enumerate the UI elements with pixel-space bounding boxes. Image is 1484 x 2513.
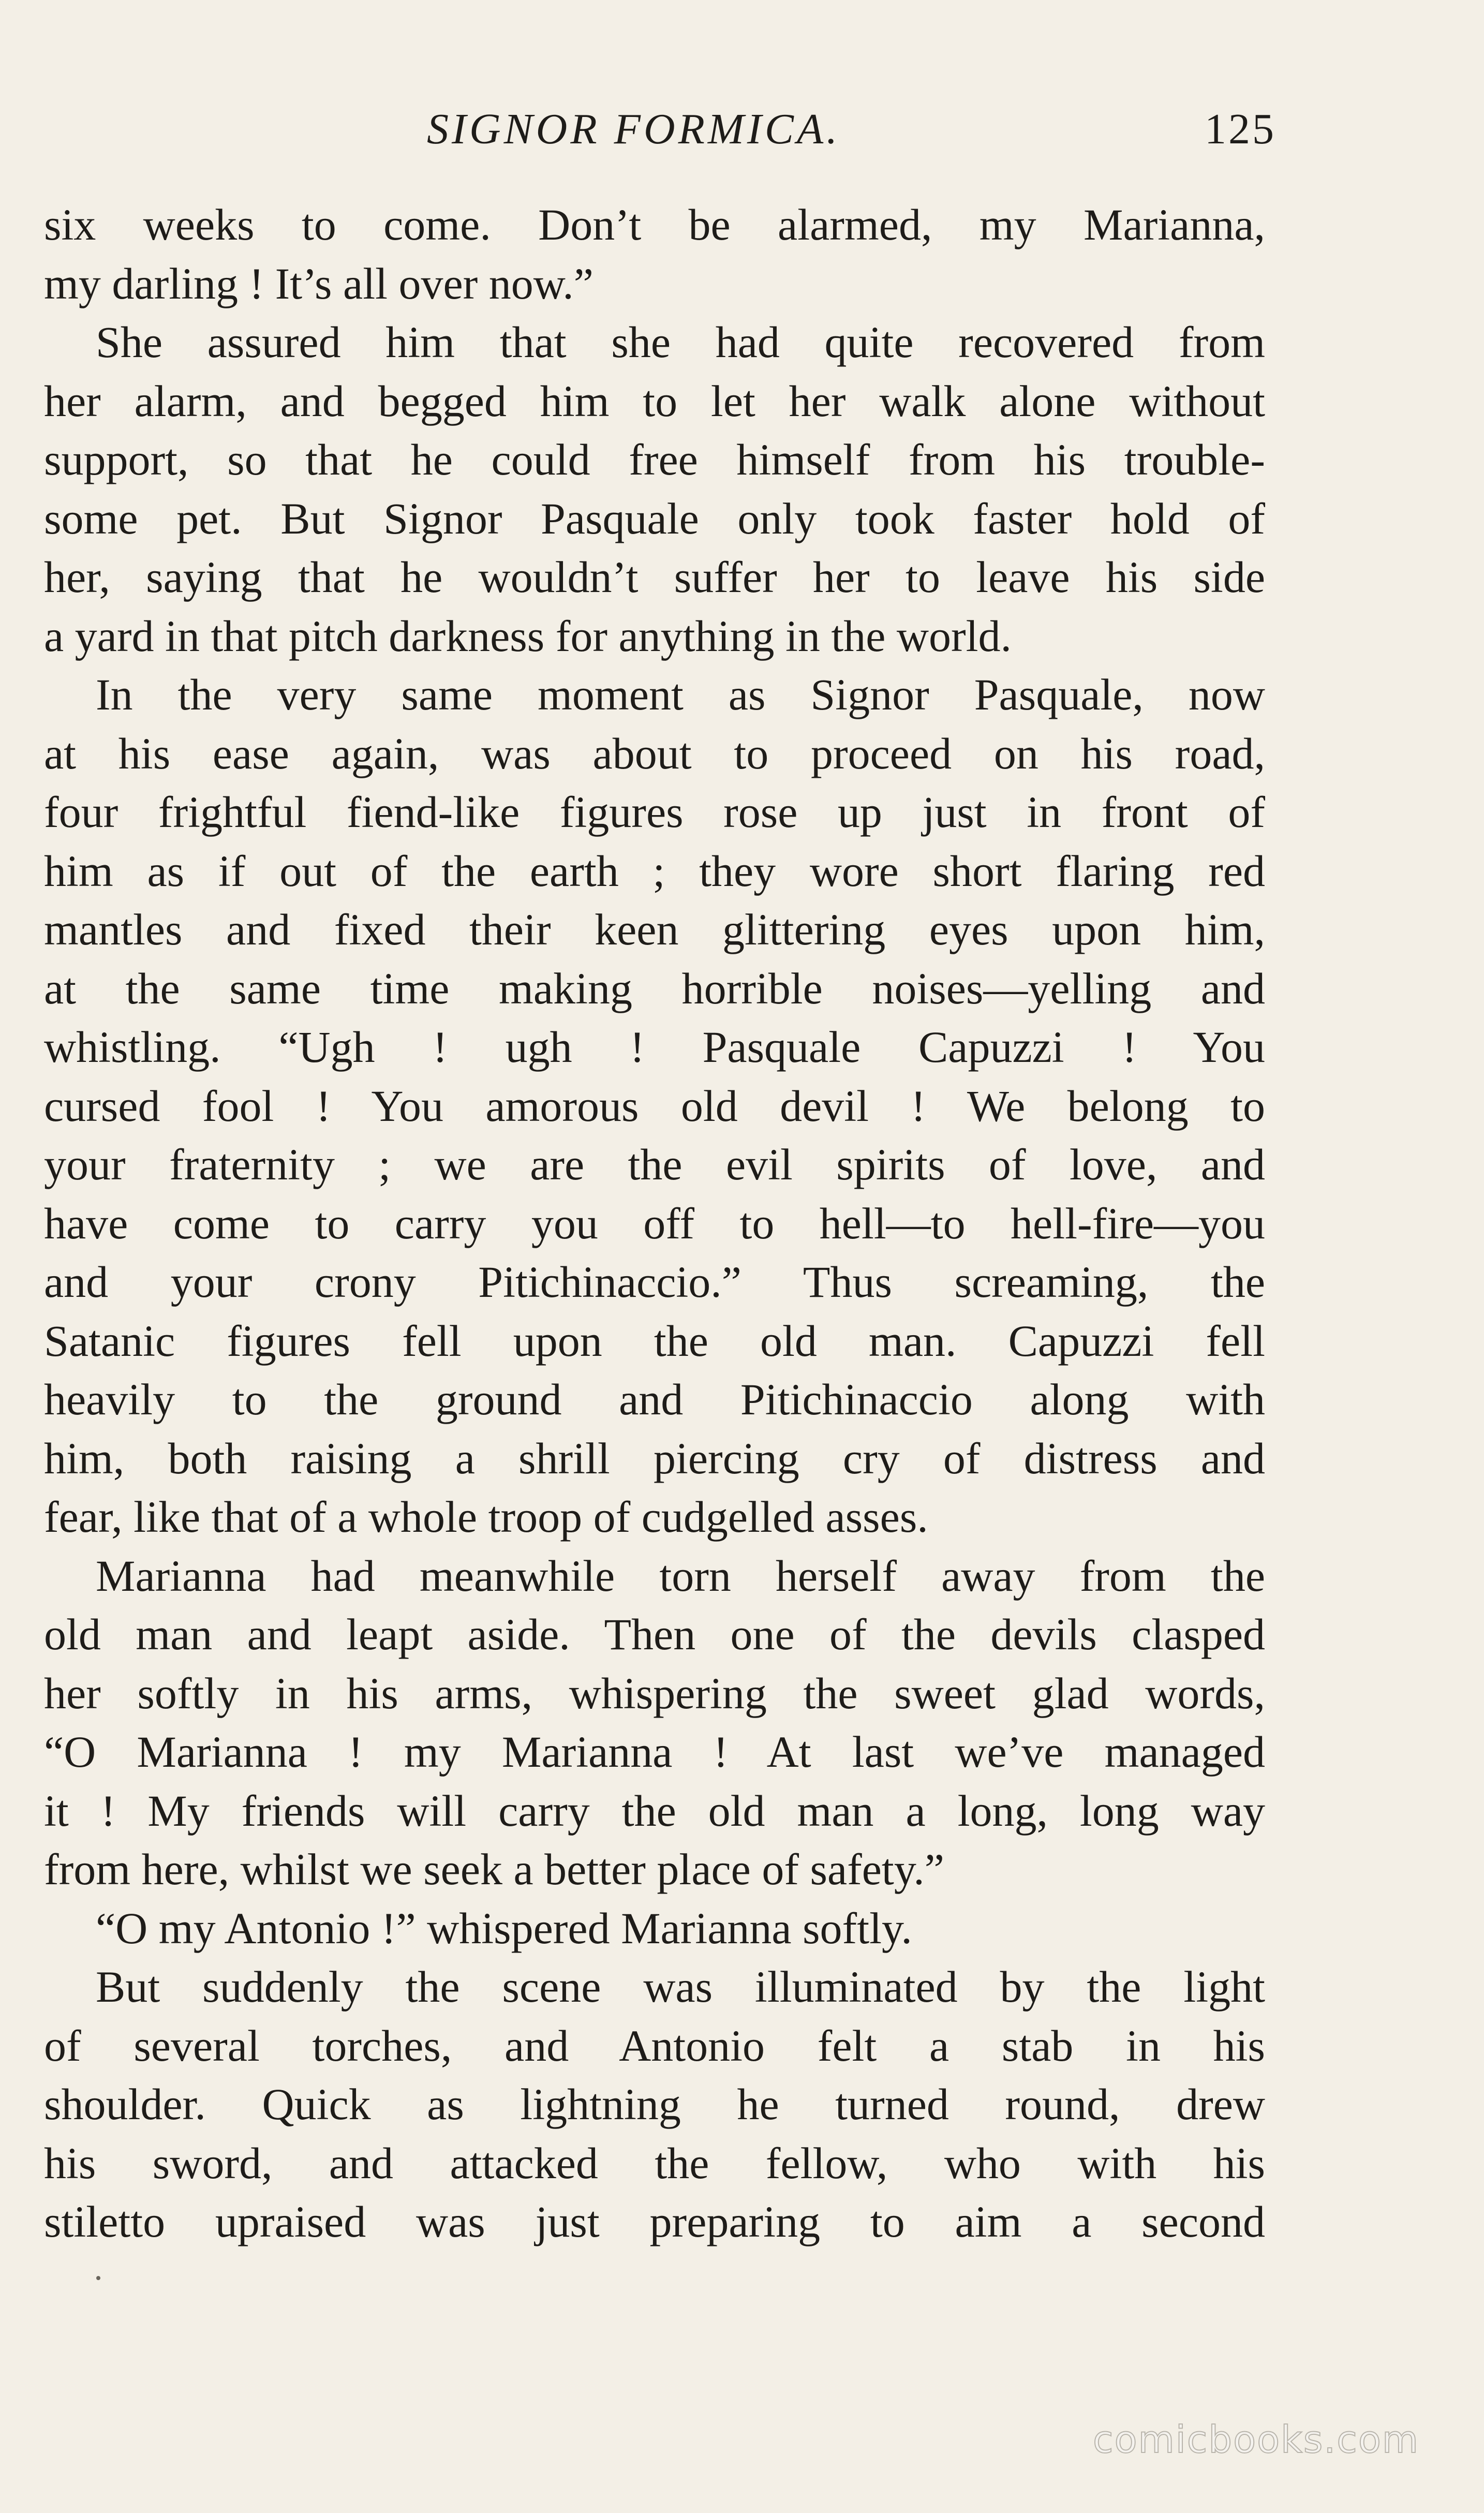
text-line: mantles and fixed their keen glittering eyes upon him, (44, 905, 1265, 954)
text-line: “O Marianna ! my Marianna ! At last we’ve managed (44, 1727, 1265, 1777)
text-line: shoulder. Quick as lightning he turned round, drew (44, 2079, 1265, 2129)
text-line: Marianna had meanwhile torn herself away from the (96, 1550, 1265, 1601)
text-line: “O my Antonio !” whispered Marianna softly. (96, 1903, 912, 1953)
text-line: your fraternity ; we are the evil spirits of love, and (44, 1140, 1265, 1189)
text-line: her alarm, and begged him to let her walk alone without (44, 376, 1265, 426)
text-line: support, so that he could free himself from his trouble- (44, 435, 1265, 484)
text-line: him, both raising a shrill piercing cry of distress and (44, 1433, 1265, 1483)
text-line: at the same time making horrible noises—yelling and (44, 963, 1265, 1013)
text-line: In the very same moment as Signor Pasquale, now (96, 670, 1265, 719)
text-line: her, saying that he wouldn’t suffer her to leave his side (44, 552, 1265, 602)
ink-speck (96, 2276, 100, 2280)
text-line: old man and leapt aside. Then one of the devils clasped (44, 1609, 1265, 1659)
text-line: at his ease again, was about to proceed on his road, (44, 728, 1265, 778)
text-line: cursed fool ! You amorous old devil ! We belong to (44, 1081, 1265, 1131)
text-line: She assured him that she had quite recovered from (96, 317, 1265, 367)
text-line: and your crony Pitichinaccio.” Thus screaming, the (44, 1257, 1265, 1307)
text-line: fear, like that of a whole troop of cudgelled asses. (44, 1492, 928, 1542)
text-line: stiletto upraised was just preparing to aim a second (44, 2197, 1265, 2246)
text-line: whistling. “Ugh ! ugh ! Pasquale Capuzzi ! You (44, 1022, 1265, 1072)
text-line: his sword, and attacked the fellow, who with his (44, 2138, 1265, 2188)
text-line: my darling ! It’s all over now.” (44, 258, 593, 308)
page-number: 125 (1205, 105, 1276, 153)
text-line: some pet. But Signor Pasquale only took faster hold of (44, 493, 1265, 543)
text-line: him as if out of the earth ; they wore short flaring red (44, 846, 1265, 896)
text-line: six weeks to come. Don’t be alarmed, my Marianna, (44, 200, 1265, 249)
running-title: SIGNOR FORMICA. (427, 105, 841, 153)
running-head (0, 98, 1484, 160)
text-line: four frightful fiend-like figures rose up just in front of (44, 787, 1265, 837)
text-line: Satanic figures fell upon the old man. Capuzzi fell (44, 1315, 1265, 1366)
text-line: of several torches, and Antonio felt a stab in his (44, 2020, 1265, 2071)
text-line: it ! My friends will carry the old man a long, long way (44, 1785, 1265, 1836)
body-text (44, 196, 1265, 2252)
text-line: from here, whilst we seek a better place of safety.” (44, 1844, 944, 1894)
watermark: comicbooks.com (1093, 2418, 1420, 2461)
text-line: a yard in that pitch darkness for anything in the world. (44, 611, 1012, 661)
text-line: heavily to the ground and Pitichinaccio along with (44, 1374, 1265, 1424)
text-line: But suddenly the scene was illuminated by the light (96, 1962, 1265, 2012)
text-line: her softly in his arms, whispering the sweet glad words, (44, 1668, 1265, 1718)
text-line: have come to carry you off to hell—to hell-fire—you (44, 1198, 1265, 1248)
